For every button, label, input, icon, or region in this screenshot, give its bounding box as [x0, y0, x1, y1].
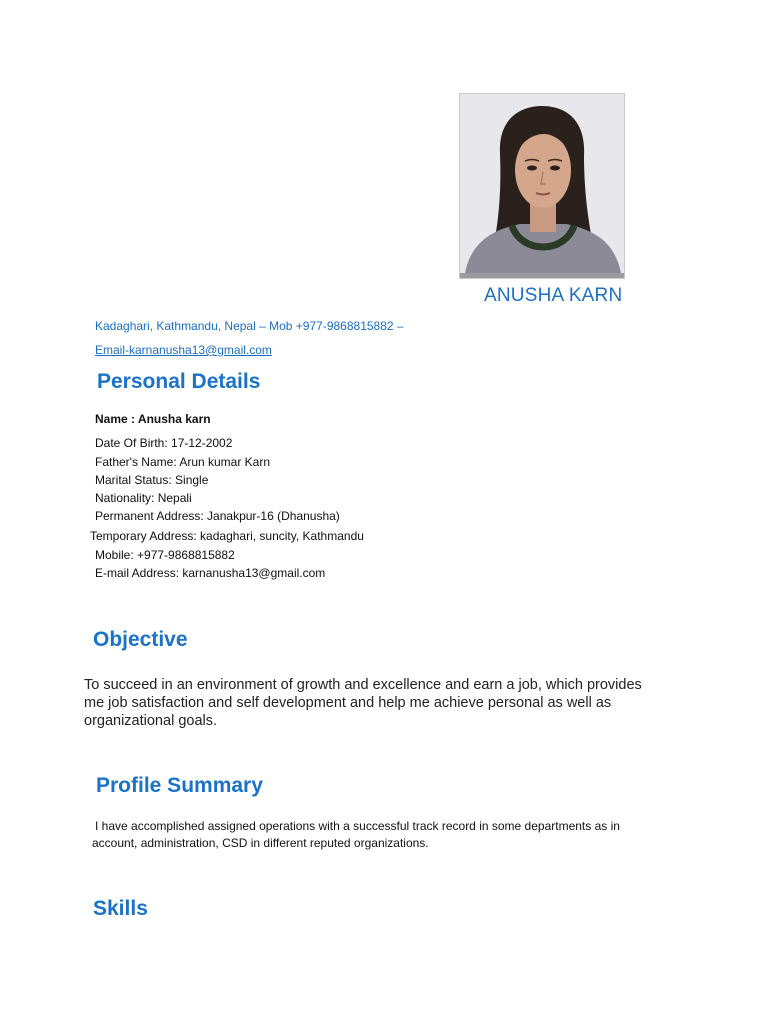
personal-details-heading: Personal Details	[97, 370, 261, 393]
email-address-line: E-mail Address: karnanusha13@gmail.com	[95, 566, 326, 580]
marital-status-line: Marital Status: Single	[95, 473, 209, 487]
skills-heading: Skills	[93, 897, 148, 920]
permanent-address-line: Permanent Address: Janakpur-16 (Dhanusha)	[95, 509, 340, 523]
profile-photo	[459, 93, 625, 279]
personal-name-line: Name : Anusha karn	[95, 412, 211, 426]
portrait-image	[460, 94, 625, 279]
dob-line: Date Of Birth: 17-12-2002	[95, 436, 233, 450]
email-link[interactable]: Email-karnanusha13@gmail.com	[95, 343, 272, 357]
objective-heading: Objective	[93, 628, 188, 651]
mobile-line: Mobile: +977-9868815882	[95, 548, 235, 562]
photo-frame-bottom	[460, 273, 624, 278]
nationality-line: Nationality: Nepali	[95, 491, 192, 505]
profile-summary-heading: Profile Summary	[96, 774, 263, 797]
profile-summary-line-2: account, administration, CSD in different reputed organizations.	[92, 836, 429, 850]
contact-line: Kadaghari, Kathmandu, Nepal – Mob +977-9868815882 –	[95, 319, 404, 333]
candidate-name: ANUSHA KARN	[484, 285, 623, 306]
father-name-line: Father's Name: Arun kumar Karn	[95, 455, 271, 469]
temporary-address-line: Temporary Address: kadaghari, suncity, Kathmandu	[90, 529, 364, 543]
objective-line-3: organizational goals.	[84, 713, 218, 729]
profile-summary-line-1: I have accomplished assigned operations with a successful track record in some departments as in	[95, 819, 620, 833]
objective-line-2: me job satisfaction and self development and help me achieve personal as well as	[84, 695, 612, 711]
objective-line-1: To succeed in an environment of growth and excellence and earn a job, which provides	[84, 677, 642, 693]
